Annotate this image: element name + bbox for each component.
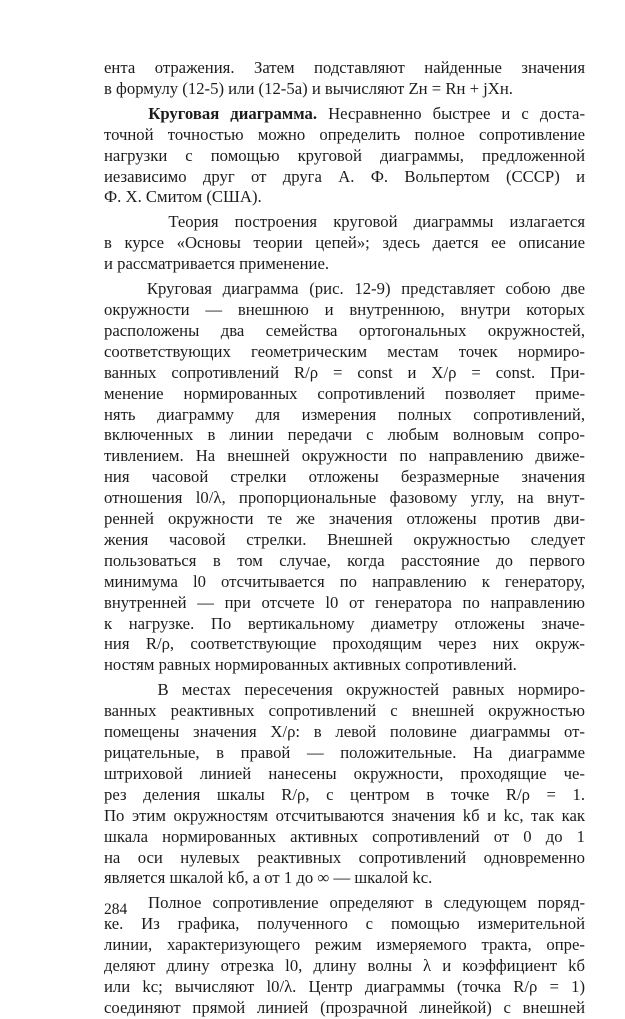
text-line: окружности — внешнюю и внутреннюю, внутри которых — [104, 299, 585, 319]
text-line: и рассматривается применение. — [104, 254, 330, 274]
text-line: или kс; вычисляют l0/λ. Центр диаграммы (точка R/ρ = 1) — [104, 976, 585, 996]
text-line: шкала нормированных активных сопротивлений от 0 до 1 — [104, 826, 585, 846]
page-number: 284 — [104, 901, 128, 918]
text-line: включенных в линии передачи с любым волновым сопро- — [104, 425, 585, 445]
text-line: Теория построения круговой диаграммы излагается — [168, 212, 585, 232]
text-line — [104, 104, 585, 125]
text-line: к нагрузке. По вертикальному диаметру отложены значе- — [104, 613, 585, 633]
paragraph-lead: Круговая диаграмма. — [148, 103, 318, 123]
paragraph-5 — [104, 680, 585, 889]
text-line: на оси нулевых реактивных сопротивлений одновременно — [104, 847, 585, 867]
text-line: Ф. Х. Смитом (США). — [104, 187, 262, 207]
text-line: внутренней — при отсчете l0 от генератора по направлению — [104, 592, 585, 612]
text-line: ванных сопротивлений R/ρ = const и X/ρ = const. При- — [104, 362, 585, 382]
paragraph-6 — [104, 893, 585, 1018]
text-line: В местах пересечения окружностей равных нормиро- — [157, 680, 586, 700]
paragraph-2 — [104, 104, 585, 209]
text-line-rest: Несравненно быстрее и с доста- — [317, 103, 586, 123]
text-line: соответствующих геометрическим местам точек нормиро- — [104, 341, 585, 361]
text-line: рицательные, в правой — положительные. На диаграмме — [104, 743, 585, 762]
text-line: рез деления шкалы R/ρ, с центром в точке R/ρ = 1. — [104, 784, 585, 804]
text-line: является шкалой kб, а от 1 до ∞ — шкалой kс. — [104, 868, 433, 888]
text-line: отношения l0/λ, пропорциональные фазовому углу, на внут- — [104, 488, 585, 508]
text-line: помещены значения X/ρ: в левой половине диаграммы от- — [104, 722, 585, 742]
text-line: линии, характеризующего режим измеряемого тракта, опре- — [104, 935, 585, 955]
text-line: тивлением. На внешней окружности по направлению движе- — [104, 446, 585, 466]
text-line: минимума l0 отсчитывается по направлению к генератору, — [104, 571, 585, 591]
text-line: ке. Из графика, полученного с помощью измерительной — [104, 914, 585, 934]
paragraph-1 — [104, 58, 585, 100]
paragraph-3 — [104, 212, 585, 275]
text-line: ния часовой стрелки отложены безразмерные значения — [104, 467, 585, 487]
text-line: деляют длину отрезка l0, длину волны λ и коэффициент kб — [104, 956, 585, 976]
text-line: ностям равных нормированных активных сопротивлений. — [104, 655, 517, 675]
text-line: в формулу (12-5) или (12-5а) и вычисляют Zн = Rн + jXн. — [104, 78, 513, 98]
text-line: менение нормированных сопротивлений позволяет приме- — [104, 383, 585, 403]
text-line: в курсе «Основы теории цепей»; здесь дается ее описание — [104, 233, 585, 253]
text-line: Круговая диаграмма (рис. 12-9) представляет собою две — [146, 279, 585, 299]
text-line: соединяют прямой линией (прозрачной линейкой) с внешней — [104, 997, 585, 1017]
text-line: Полное сопротивление определяют в следующем поряд- — [148, 893, 586, 913]
text-line: ванных реактивных сопротивлений с внешней окружностью — [104, 701, 585, 721]
text-line: нагрузки с помощью круговой диаграммы, предложенной — [104, 145, 585, 165]
text-line: По этим окружностям отсчитываются значения kб и kс, так как — [104, 805, 585, 825]
text-line: штриховой линией нанесены окружности, проходящие че- — [104, 763, 585, 783]
text-line: жения часовой стрелки. Внешней окружностью следует — [104, 529, 585, 549]
text-line: пользоваться в том случае, когда расстояние до первого — [104, 550, 585, 570]
text-line: иезависимо друг от друга А. Ф. Вольпертом (СССР) и — [104, 166, 585, 186]
text-line: ренней окружности те же значения отложены против дви- — [104, 509, 585, 529]
text-line: нять диаграмму для измерения полных сопротивлений, — [104, 404, 585, 424]
text-line: расположены два семейства ортогональных окружностей, — [104, 320, 585, 340]
body-text — [104, 58, 585, 1019]
paragraph-4 — [104, 279, 585, 676]
text-line: ния R/ρ, соответствующие проходящим через них окруж- — [104, 634, 585, 654]
text-line: ента отражения. Затем подставляют найденные значения — [104, 58, 585, 77]
text-line: точной точностью можно определить полное сопротивление — [104, 124, 585, 144]
